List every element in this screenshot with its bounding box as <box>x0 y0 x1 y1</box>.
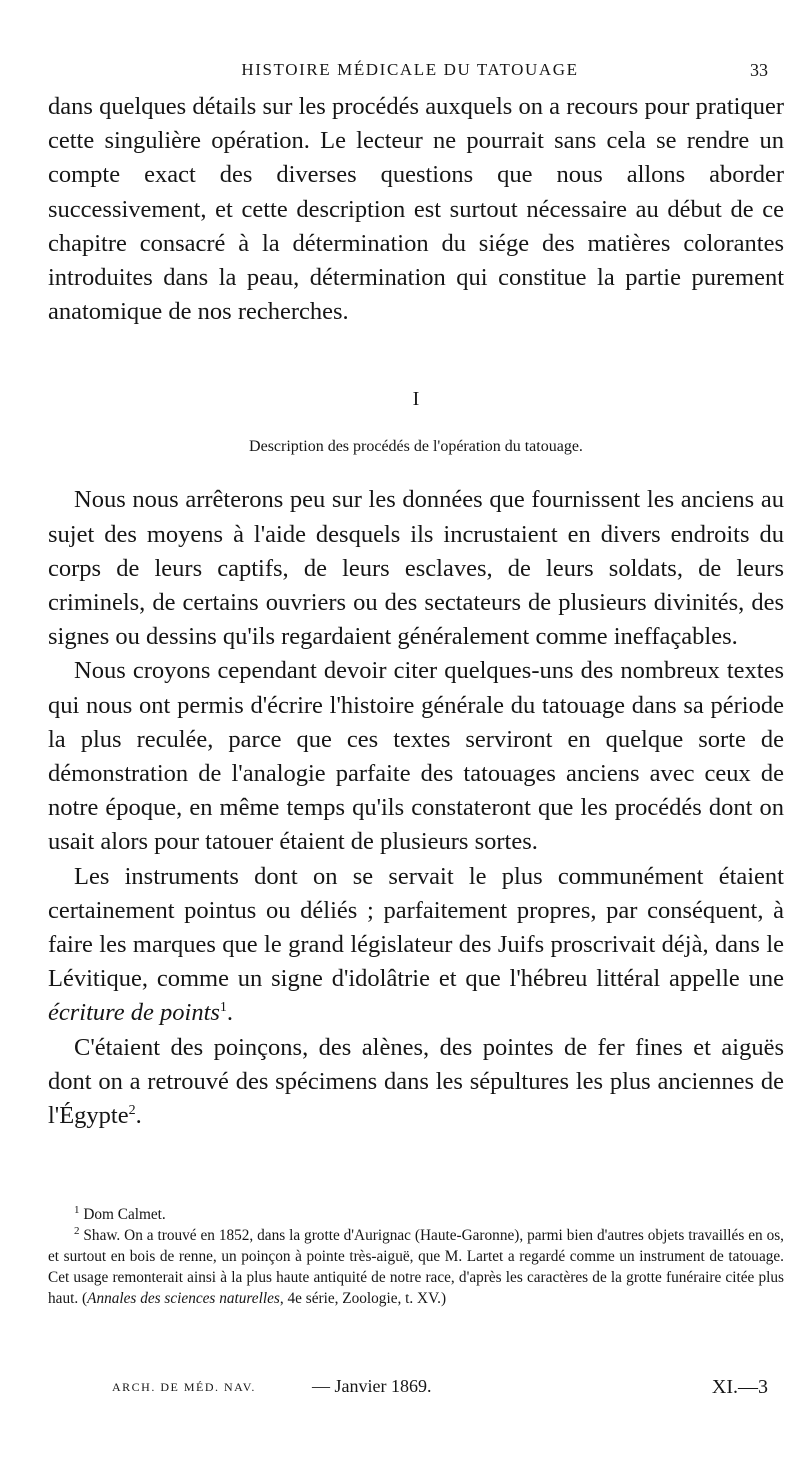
paragraph-4: Les instruments dont on se servait le plus communément étaient certainement pointus ou déliés ; parfaitement propres, par conséquent, à faire les marques que le grand législateur des Juifs proscrivait déjà, dans le Lévitique, comme un signe d'idolâtrie et que l'hébreu littéral appelle une écriture de points$^1$. <box>48 862 784 1027</box>
running-head <box>48 60 772 90</box>
journal-name: ARCH. DE MÉD. NAV. <box>112 1380 256 1394</box>
footnote-2-end: , 4e série, Zoologie, t. XV.) <box>279 1290 447 1307</box>
paragraph-5-text: C'étaient des poinçons, des alènes, des pointes de fer fines et aiguës dont on a retrouvé des spécimens dans les sépultures les plus anciennes de l'Égypte <box>48 1033 784 1130</box>
footnote-2-text: Shaw. On a trouvé en 1852, dans la grotte d'Aurignac (Haute-Garonne), parmi bien d'autres objets travaillés en os, et surtout en bois de renne, un poinçon à pointe très-aiguë, que M. Lartet a regardé comme un instrument de tatouage. Cet usage remonterait ainsi à la plus haute antiquité de notre race, d'après les caractères de la grotte funéraire citée plus haut. ( <box>48 1227 784 1307</box>
page-footer <box>112 1376 772 1402</box>
paragraph-5: C'étaient des poinçons, des alènes, des pointes de fer fines et aiguës dont on a retrouvé des spécimens dans les sépultures les plus anciennes de l'Égypte$^2$. <box>48 1033 784 1130</box>
page-number: 33 <box>750 60 768 80</box>
footnote-2 <box>48 1225 784 1309</box>
paragraph-4-text: Les instruments dont on se servait le plus communément étaient certainement pointus ou déliés ; parfaitement propres, par conséquent, à faire les marques que le grand législateur des Juifs proscrivait déjà, dans le Lévitique, comme un signe d'idolâtrie et que l'hébreu littéral appelle une <box>48 862 784 993</box>
issue-date: — Janvier 1869. <box>312 1376 432 1396</box>
footnote-ref-2[interactable]: 2 <box>128 1102 136 1118</box>
paragraph-2: Nous nous arrêterons peu sur les données que fournissent les anciens au sujet des moyens à l'aide desquels ils incrustaient en divers endroits du corps de leurs captifs, de leurs esclaves, de leurs soldats, de leurs criminels, de certains ouvriers ou des sectateurs de plusieurs divinités, des signes ou dessins qu'ils regardaient généralement comme ineffaçables. <box>48 486 784 651</box>
footnote-1 <box>48 1204 784 1225</box>
paragraph-1: dans quelques détails sur les procédés auxquels on a recours pour pratiquer cette singulière opération. Le lecteur ne pourrait sans cela se rendre un compte exact des diverses questions que nous allons aborder successivement, et cette description est surtout nécessaire au début de ce chapitre consacré à la détermination du siége des matières colorantes introduites dans la peau, détermination qui constitue la partie purement anatomique de nos recherches. <box>48 93 784 326</box>
footnote-2-italic: Annales des sciences naturelles <box>87 1290 280 1307</box>
footnotes <box>48 1204 784 1309</box>
main-text <box>48 90 784 1133</box>
running-title: HISTOIRE MÉDICALE DU TATOUAGE <box>241 60 579 79</box>
footnote-1-mark: 1 <box>74 1203 80 1216</box>
section-title: Description des procédés de l'opération du tatouage. <box>249 438 583 456</box>
paragraph-3: Nous croyons cependant devoir citer quelques-uns des nombreux textes qui nous ont permis d'écrire l'histoire générale du tatouage dans sa période la plus reculée, parce que ces textes serviront en quelque sorte de démonstration de l'analogie parfaite des tatouages anciens avec ceux de notre époque, en même temps qu'ils constateront que les procédés dont on usait alors pour tatouer étaient de plusieurs sortes. <box>48 657 784 856</box>
signature-mark: XI.—3 <box>711 1376 768 1398</box>
footnote-ref-1[interactable]: 1 <box>219 1000 227 1016</box>
footnote-2-mark: 2 <box>74 1224 80 1237</box>
footnote-1-text: Dom Calmet. <box>83 1206 166 1223</box>
paragraph-4-italic: écriture de points <box>48 999 220 1027</box>
section-number: I <box>412 388 420 411</box>
